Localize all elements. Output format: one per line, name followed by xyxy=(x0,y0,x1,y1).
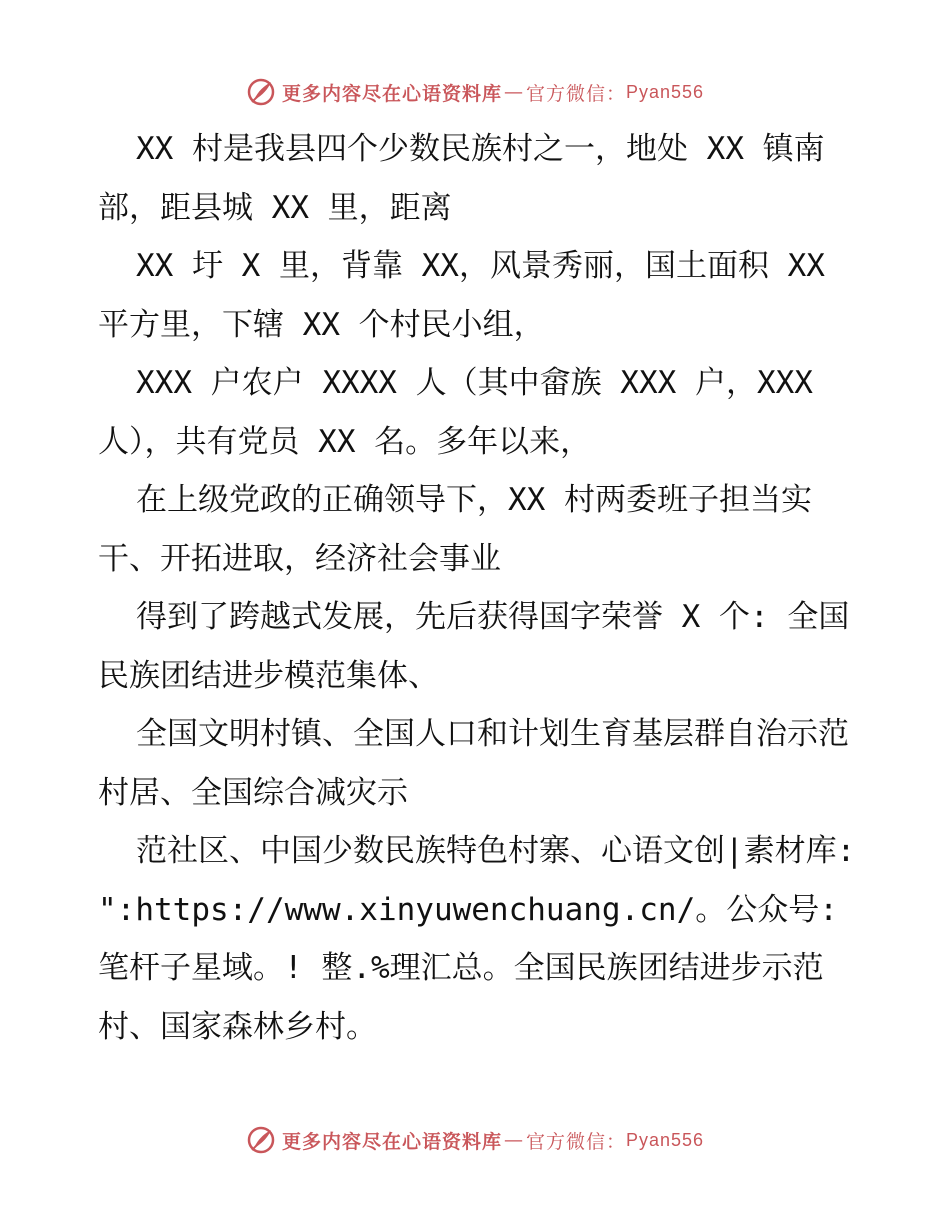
feather-pen-icon xyxy=(246,1125,276,1155)
watermark-account: Pyan556 xyxy=(625,1129,705,1150)
paragraph-7: 范社区、中国少数民族特色村寨、心语文创|素材库: ":https://www.xinyuwenchuang.cn/。公众号: 笔杆子星域。! 整.%理汇总。全国民族团结进步示范村、国家森林乡村。 xyxy=(98,833,874,1045)
watermark-separator: — xyxy=(503,81,524,103)
feather-pen-icon xyxy=(246,77,276,107)
paragraph-2: XX 圩 X 里，背靠 XX，风景秀丽，国土面积 XX 平方里，下辖 XX 个村民小组， xyxy=(98,248,844,343)
paragraph-6: 全国文明村镇、全国人口和计划生育基层群自治示范村居、全国综合减灾示 xyxy=(98,716,849,811)
header-watermark xyxy=(0,72,950,112)
watermark-brand: 更多内容尽在心语资料库 xyxy=(281,82,502,105)
watermark-label: 官方微信： xyxy=(525,82,626,105)
paragraph-1: XX 村是我县四个少数民族村之一，地处 XX 镇南部，距县城 XX 里，距离 xyxy=(98,131,825,226)
document-body xyxy=(98,120,874,1056)
paragraph-5: 得到了跨越式发展，先后获得国字荣誉 X 个: 全国民族团结进步模范集体、 xyxy=(98,599,850,694)
paragraph-4: 在上级党政的正确领导下，XX 村两委班子担当实干、开拓进取，经济社会事业 xyxy=(98,482,812,577)
watermark-account: Pyan556 xyxy=(625,81,705,102)
paragraph-3: XXX 户农户 XXXX 人（其中畲族 XXX 户，XXX 人），共有党员 XX 名。多年以来， xyxy=(98,365,832,460)
watermark-brand: 更多内容尽在心语资料库 xyxy=(281,1130,502,1153)
footer-watermark xyxy=(0,1120,950,1160)
watermark-separator: — xyxy=(503,1129,524,1151)
watermark-label: 官方微信： xyxy=(525,1130,626,1153)
